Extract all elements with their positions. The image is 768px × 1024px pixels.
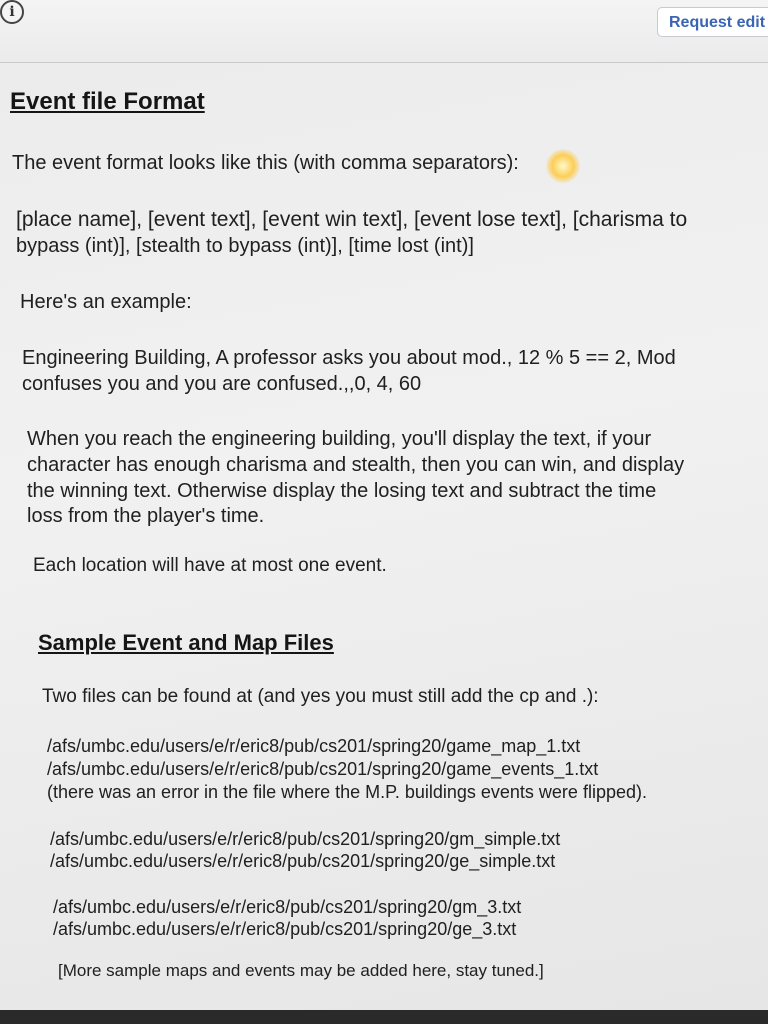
more-samples-note: [More sample maps and events may be added here, stay tuned.] bbox=[58, 961, 544, 980]
explanation-line-2: character has enough charisma and stealth, then you can win, and display bbox=[27, 454, 685, 476]
path-gm-3: /afs/umbc.edu/users/e/r/eric8/pub/cs201/spring20/gm_3.txt bbox=[53, 897, 522, 917]
example-heading: Here's an example: bbox=[20, 291, 192, 313]
explanation-line-3: the winning text. Otherwise display the losing text and subtract the time bbox=[27, 480, 657, 502]
format-intro-text: The event format looks like this (with comma separators): bbox=[12, 152, 519, 174]
explanation-line-4: loss from the player's time. bbox=[27, 505, 265, 527]
format-spec-line-2: bypass (int)], [stealth to bypass (int)], [time lost (int)] bbox=[16, 235, 474, 257]
section-title-event-file-format: Event file Format bbox=[10, 88, 205, 115]
files-intro-text: Two files can be found at (and yes you must still add the cp and .): bbox=[42, 686, 599, 707]
example-line-1: Engineering Building, A professor asks you about mod., 12 % 5 == 2, Mod bbox=[22, 347, 676, 369]
path-game-map-1: /afs/umbc.edu/users/e/r/eric8/pub/cs201/spring20/game_map_1.txt bbox=[47, 736, 581, 756]
request-edit-button[interactable]: Request edit bbox=[657, 7, 768, 37]
one-event-note: Each location will have at most one event. bbox=[33, 555, 387, 576]
path-ge-3: /afs/umbc.edu/users/e/r/eric8/pub/cs201/spring20/ge_3.txt bbox=[53, 919, 517, 939]
top-toolbar bbox=[0, 0, 768, 63]
screen-bezel bbox=[0, 1010, 768, 1024]
example-line-2: confuses you and you are confused.,,0, 4, 60 bbox=[22, 373, 422, 395]
error-note: (there was an error in the file where the M.P. buildings events were flipped). bbox=[47, 782, 647, 802]
path-game-events-1: /afs/umbc.edu/users/e/r/eric8/pub/cs201/spring20/game_events_1.txt bbox=[47, 759, 599, 779]
format-spec-line-1: [place name], [event text], [event win text], [event lose text], [charisma to bbox=[16, 208, 688, 231]
explanation-line-1: When you reach the engineering building, you'll display the text, if your bbox=[27, 428, 652, 450]
path-ge-simple: /afs/umbc.edu/users/e/r/eric8/pub/cs201/spring20/ge_simple.txt bbox=[50, 851, 556, 871]
info-icon[interactable]: i bbox=[0, 0, 24, 24]
path-gm-simple: /afs/umbc.edu/users/e/r/eric8/pub/cs201/spring20/gm_simple.txt bbox=[50, 829, 561, 849]
screen-glare bbox=[546, 149, 580, 183]
section-title-sample-files: Sample Event and Map Files bbox=[38, 630, 334, 655]
